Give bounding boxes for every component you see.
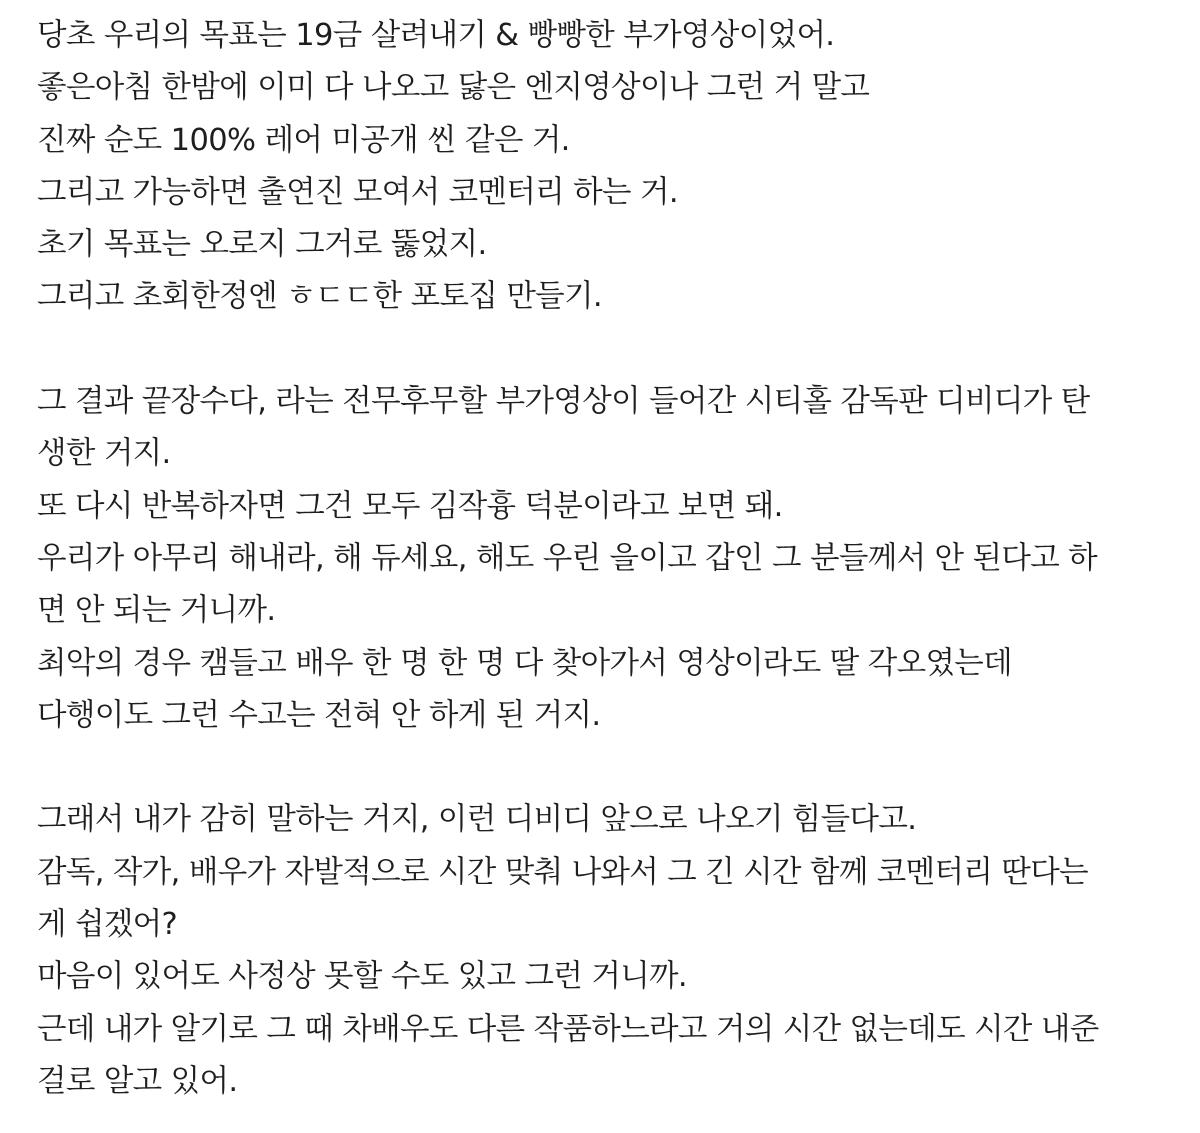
text-line: 그 결과 끝장수다, 라는 전무후무할 부가영상이 들어간 시티홀 감독판 디비디가 탄 bbox=[37, 384, 1090, 420]
text-line: 감독, 작가, 배우가 자발적으로 시간 맞춰 나와서 그 긴 시간 함께 코멘터리 딴다는 bbox=[37, 854, 1088, 890]
paragraph-spacer bbox=[37, 324, 1172, 376]
text-line: 근데 내가 알기로 그 때 차배우도 다른 작품하느라고 거의 시간 없는데도 시간 내준 bbox=[37, 1011, 1099, 1047]
text-line: 그리고 가능하면 출연진 모여서 코멘터리 하는 거. bbox=[37, 174, 678, 210]
text-line: 게 쉽겠어? bbox=[37, 907, 178, 943]
paragraph bbox=[37, 794, 1172, 1108]
text-line: 좋은아침 한밤에 이미 다 나오고 닳은 엔지영상이나 그런 거 말고 bbox=[37, 70, 870, 106]
text-line: 그래서 내가 감히 말하는 거지, 이런 디비디 앞으로 나오기 힘들다고. bbox=[37, 802, 917, 838]
text-line: 마음이 있어도 사정상 못할 수도 있고 그런 거니까. bbox=[37, 959, 688, 995]
text-line: 최악의 경우 캠들고 배우 한 명 한 명 다 찾아가서 영상이라도 딸 각오였는데 bbox=[37, 645, 1013, 681]
text-line: 우리가 아무리 해내라, 해 듀세요, 해도 우린 을이고 갑인 그 분들께서 안 된다고 하 bbox=[37, 540, 1098, 576]
text-line: 생한 거지. bbox=[37, 436, 171, 472]
paragraph-spacer bbox=[37, 742, 1172, 794]
post-body bbox=[37, 10, 1172, 1108]
text-line: 또 다시 반복하자면 그건 모두 김작흉 덕분이라고 보면 돼. bbox=[37, 488, 783, 524]
paragraph bbox=[37, 376, 1172, 742]
paragraph bbox=[37, 10, 1172, 324]
text-line: 진짜 순도 100% 레어 미공개 씬 같은 거. bbox=[37, 122, 570, 158]
text-line: 걸로 알고 있어. bbox=[37, 1063, 238, 1099]
text-line: 당초 우리의 목표는 19금 살려내기 & 빵빵한 부가영상이었어. bbox=[37, 18, 835, 53]
text-line: 면 안 되는 거니까. bbox=[37, 593, 276, 629]
text-line: 초기 목표는 오로지 그거로 뚫었지. bbox=[37, 227, 487, 263]
text-line: 다행이도 그런 수고는 전혀 안 하게 된 거지. bbox=[37, 697, 601, 733]
text-line: 그리고 초회한정엔 ㅎㄷㄷ한 포토집 만들기. bbox=[37, 279, 603, 315]
